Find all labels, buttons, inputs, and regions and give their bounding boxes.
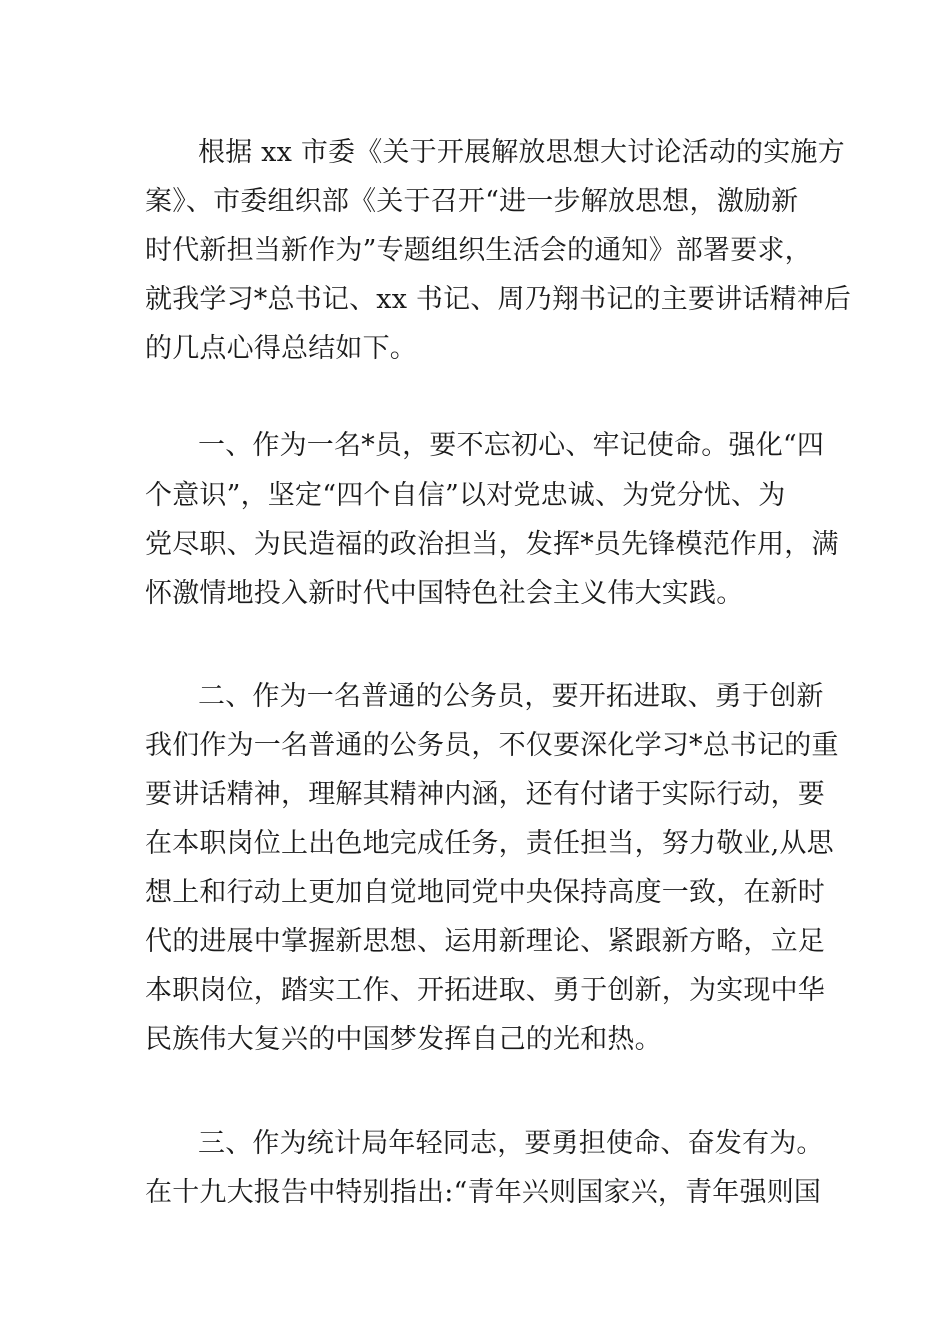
- paragraph-line: 我们作为一名普通的公务员，不仅要深化学习*总书记的重: [145, 730, 839, 761]
- paragraph-line: 个意识”，坚定“四个自信”以对党忠诚、为党分忧、为: [145, 480, 786, 511]
- paragraph-line: 一、作为一名*员，要不忘初心、牢记使命。强化“四: [198, 430, 825, 461]
- paragraph-line: 想上和行动上更加自觉地同党中央保持高度一致，在新时: [145, 877, 825, 908]
- paragraph-line: 代的进展中掌握新思想、运用新理论、紧跟新方略，立足: [145, 926, 825, 957]
- paragraph-line: 在十九大报告中特别指出:“青年兴则国家兴，青年强则国: [145, 1177, 822, 1208]
- paragraph-line: 三、作为统计局年轻同志，要勇担使命、奋发有为。: [198, 1128, 824, 1159]
- paragraph-line: 时代新担当新作为”专题组织生活会的通知》部署要求，: [145, 235, 812, 266]
- paragraph-line: 民族伟大复兴的中国梦发挥自己的光和热。: [145, 1024, 662, 1055]
- paragraph-line: 根据 xx 市委《关于开展解放思想大讨论活动的实施方: [198, 137, 845, 168]
- paragraph-line: 在本职岗位上出色地完成任务，责任担当，努力敬业,从思: [145, 828, 834, 859]
- paragraph-line: 党尽职、为民造福的政治担当，发挥*员先锋模范作用，满: [145, 529, 839, 560]
- paragraph-line: 的几点心得总结如下。: [145, 333, 417, 364]
- paragraph-line: 要讲话精神，理解其精神内涵，还有付诸于实际行动，要: [145, 779, 825, 810]
- paragraph-line: 怀激情地投入新时代中国特色社会主义伟大实践。: [145, 578, 744, 609]
- paragraph-line: 二、作为一名普通的公务员，要开拓进取、勇于创新: [198, 681, 824, 712]
- paragraph-line: 就我学习*总书记、xx 书记、周乃翔书记的主要讲话精神后: [145, 284, 852, 315]
- paragraph-line: 案》、市委组织部《关于召开“进一步解放思想，激励新: [145, 186, 799, 217]
- paragraph-line: 本职岗位，踏实工作、开拓进取、勇于创新，为实现中华: [145, 975, 825, 1006]
